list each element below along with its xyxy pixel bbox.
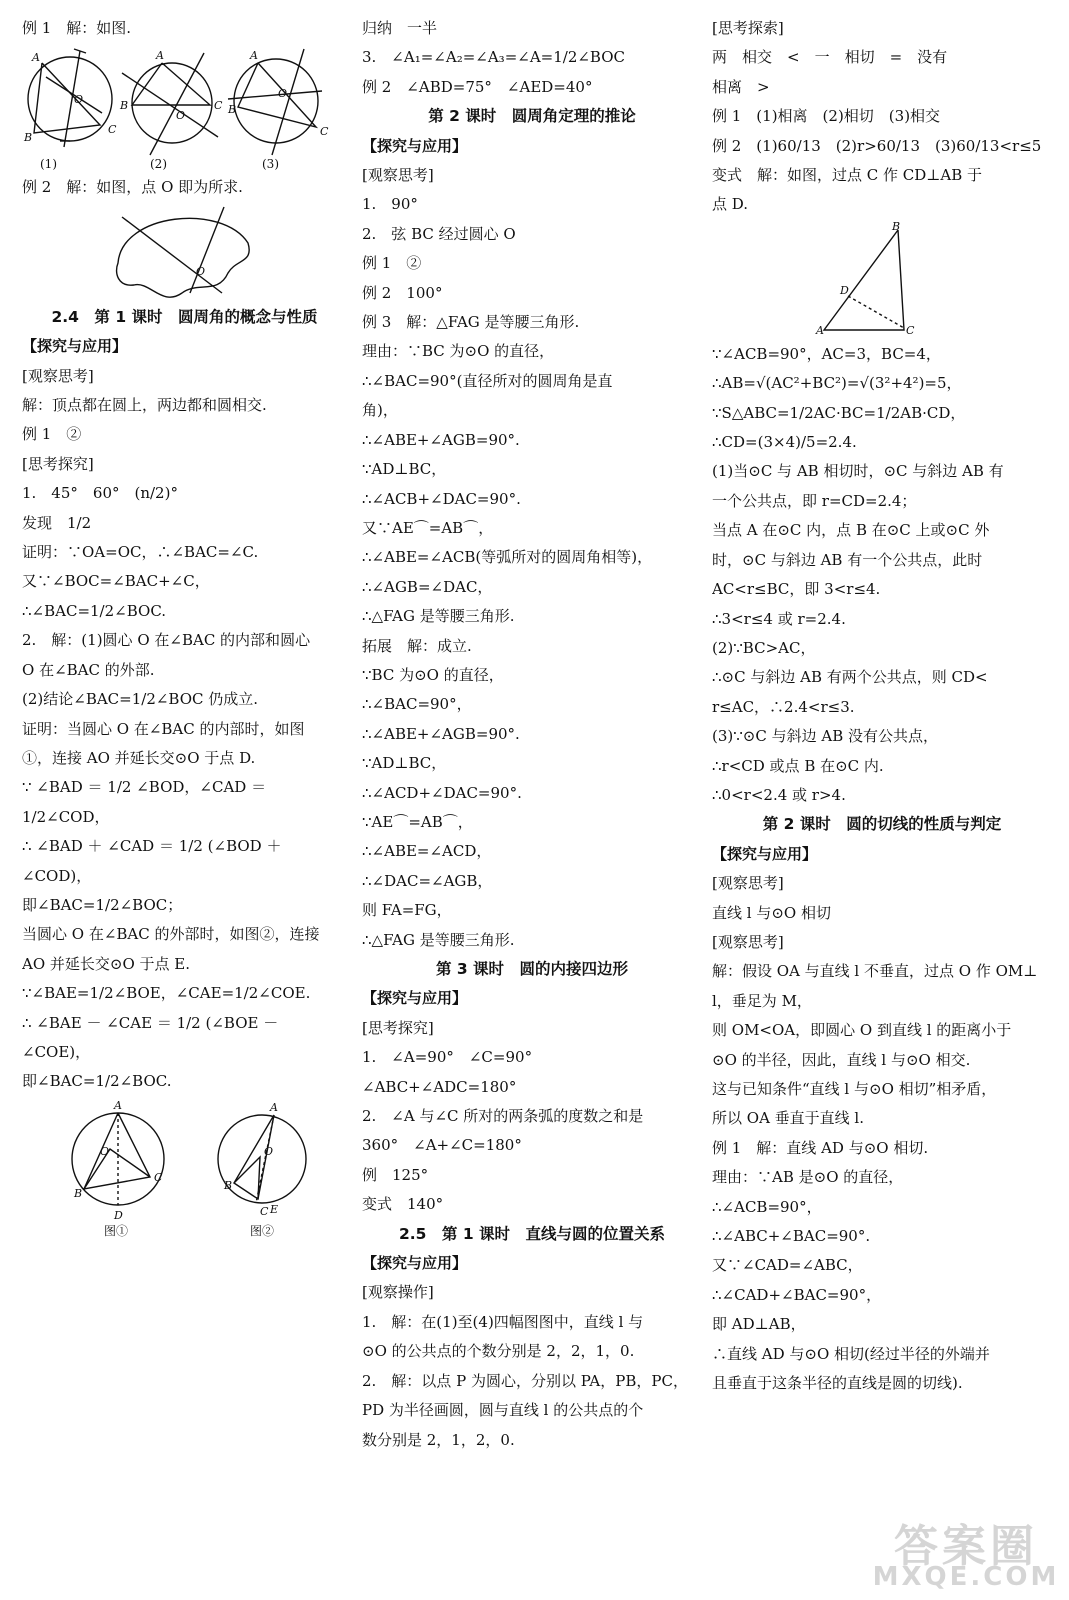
text-line: ∴∠ABE+∠AGB=90°. bbox=[362, 724, 520, 743]
text-line: ∴△FAG 是等腰三角形. bbox=[362, 607, 515, 626]
figure-two-circles bbox=[22, 1097, 342, 1237]
text-line: 解：顶点都在圆上，两边都和圆相交. bbox=[22, 396, 267, 415]
text-line: ∴r<CD 或点 B 在⊙C 内. bbox=[712, 756, 884, 775]
text-line: 例 2 (1)60/13 (2)r>60/13 (3)60/13<r≤5 bbox=[712, 136, 1042, 155]
text-line: 则 FA=FG， bbox=[362, 901, 452, 920]
caption-3: (3) bbox=[262, 157, 279, 172]
label-D: D bbox=[114, 1208, 123, 1222]
col3-top bbox=[712, 14, 1052, 220]
section-header: 【探究与应用】 bbox=[22, 337, 128, 356]
text-line: ∴3<r≤4 或 r=2.4. bbox=[712, 609, 846, 628]
text-line: ∵AD⊥BC， bbox=[362, 460, 447, 479]
text-line: (3)∵⊙C 与斜边 AB 没有公共点， bbox=[712, 727, 938, 746]
text-line: 例 3 解：△FAG 是等腰三角形. bbox=[362, 313, 580, 332]
section-header: 【探究与应用】 bbox=[362, 989, 468, 1008]
label-A: A bbox=[250, 49, 258, 63]
lesson-title: 2.4 第 1 课时 圆周角的概念与性质 bbox=[51, 307, 318, 326]
text-line: 两 相交 < 一 相切 = 没有 bbox=[712, 48, 948, 67]
text-line: 例 1 ② bbox=[362, 254, 422, 273]
figure-right-triangle bbox=[712, 220, 1032, 340]
text-line: ∴∠BAC=90°(直径所对的圆周角是直 bbox=[362, 371, 613, 390]
text-line: ∴⊙C 与斜边 AB 有两个公共点，则 CD< bbox=[712, 668, 988, 687]
text-line: 又∵∠BOC=∠BAC+∠C， bbox=[22, 572, 210, 591]
label-E: E bbox=[270, 1202, 279, 1216]
figure-circle-3 bbox=[228, 49, 322, 155]
text-line: ∵BC 为⊙O 的直径， bbox=[362, 665, 504, 684]
text-line: ∵S△ABC=1/2AC·BC=1/2AB·CD， bbox=[712, 403, 966, 422]
section-header: 【探究与应用】 bbox=[712, 844, 818, 863]
text-line: 归纳 一半 bbox=[362, 19, 438, 37]
text-line: ∴∠ABE+∠AGB=90°. bbox=[362, 430, 520, 449]
text-line: 例 1 ② bbox=[22, 425, 82, 444]
text-line: 360° ∠A+∠C=180° bbox=[362, 1136, 522, 1155]
text-line: 数分别是 2，1，2，0. bbox=[362, 1430, 515, 1449]
text-line: 当圆心 O 在∠BAC 的外部时，如图②，连接 bbox=[22, 925, 320, 944]
text-line: ∴∠AGB=∠DAC， bbox=[362, 577, 493, 596]
text-line: 1. 解：在(1)至(4)四幅图图中，直线 l 与 bbox=[362, 1312, 644, 1331]
col1-top bbox=[22, 14, 347, 43]
label-A: A bbox=[156, 49, 164, 63]
text-line: ∴△FAG 是等腰三角形. bbox=[362, 930, 515, 949]
label-A: A bbox=[32, 51, 40, 65]
text-line: 1/2∠COD， bbox=[22, 807, 110, 826]
text-line: ∵∠ACB=90°，AC=3，BC=4， bbox=[712, 344, 941, 363]
text-line: 相离 > bbox=[712, 77, 770, 96]
text-line: ∴∠DAC=∠AGB， bbox=[362, 871, 493, 890]
text-line: AO 并延长交⊙O 于点 E. bbox=[22, 954, 191, 973]
label-A: A bbox=[114, 1098, 122, 1112]
column-middle bbox=[362, 14, 702, 1455]
label-B: B bbox=[224, 1178, 233, 1192]
text-line: 发现 1/2 bbox=[22, 513, 92, 532]
text-line: ∵∠BAE=1/2∠BOE，∠CAE=1/2∠COE. bbox=[22, 984, 311, 1003]
watermark-url: MXQE.COM bbox=[872, 1562, 1060, 1592]
figure-circle-2 bbox=[122, 53, 218, 155]
text-line: 理由：∵BC 为⊙O 的直径， bbox=[362, 342, 555, 361]
lesson-title: 第 2 课时 圆的切线的性质与判定 bbox=[762, 815, 1002, 834]
figure-irregular-arc bbox=[22, 203, 342, 303]
text-line: ∴ ∠BAD ＋ ∠CAD ＝ 1/2 (∠BOD ＋ bbox=[22, 837, 282, 856]
lesson-title: 第 2 课时 圆周角定理的推论 bbox=[428, 107, 636, 126]
figure-circle-1 bbox=[28, 49, 112, 147]
text-line: [思考探究] bbox=[362, 1018, 434, 1037]
text-line: 变式 140° bbox=[362, 1195, 444, 1214]
watermark-logo bbox=[871, 1510, 1061, 1596]
caption-fig2: 图② bbox=[250, 1223, 275, 1237]
label-C: C bbox=[214, 99, 223, 113]
text-line: 证明：当圆心 O 在∠BAC 的内部时，如图 bbox=[22, 719, 305, 738]
label-C: C bbox=[154, 1170, 163, 1184]
text-line: ∴∠BAC=1/2∠BOC. bbox=[22, 601, 167, 620]
text-line: 2. ∠A 与∠C 所对的两条弧的度数之和是 bbox=[362, 1107, 644, 1126]
text-line: 理由：∵AB 是⊙O 的直径， bbox=[712, 1168, 904, 1187]
caption-1: (1) bbox=[40, 157, 57, 172]
col3-main bbox=[712, 340, 1052, 1399]
text-line: 例 1 解：直线 AD 与⊙O 相切. bbox=[712, 1138, 929, 1157]
text-line: 1. 90° bbox=[362, 195, 418, 214]
column-left bbox=[22, 14, 347, 1237]
text-line: l，垂足为 M， bbox=[712, 991, 812, 1010]
text-line: ⊙O 的半径，因此，直线 l 与⊙O 相交. bbox=[712, 1050, 971, 1069]
text-line: 角)， bbox=[362, 401, 398, 420]
text-line: 例 125° bbox=[362, 1165, 429, 1184]
text-line: O 在∠BAC 的外部. bbox=[22, 660, 155, 679]
text-line: 又∵AE⌒=AB⌒， bbox=[362, 518, 494, 537]
text-line: ∴0<r<2.4 或 r>4. bbox=[712, 785, 846, 804]
text-line: 点 D. bbox=[712, 195, 749, 214]
text-line: ∠COE)， bbox=[22, 1042, 91, 1061]
text-line: r≤AC，∴2.4<r≤3. bbox=[712, 697, 855, 716]
label-A: A bbox=[270, 1100, 278, 1114]
text-line: 所以 OA 垂直于直线 l. bbox=[712, 1109, 865, 1128]
text-line: (2)∵BC>AC， bbox=[712, 638, 816, 657]
text-line: 解：假设 OA 与直线 l 不垂直，过点 O 作 OM⊥ bbox=[712, 962, 1038, 981]
text-line: 3. ∠A₁=∠A₂=∠A₃=∠A=1/2∠BOC bbox=[362, 48, 626, 67]
text-line: 这与已知条件“直线 l 与⊙O 相切”相矛盾， bbox=[712, 1080, 997, 1098]
text-line: ∴∠ACD+∠DAC=90°. bbox=[362, 783, 522, 802]
text-line: 又∵∠CAD=∠ABC， bbox=[712, 1256, 863, 1275]
text-line: ∴直线 AD 与⊙O 相切(经过半径的外端并 bbox=[712, 1344, 990, 1363]
label-O: O bbox=[196, 264, 206, 278]
text-line: 时，⊙C 与斜边 AB 有一个公共点，此时 bbox=[712, 550, 983, 569]
text-line: 2. 弦 BC 经过圆心 O bbox=[362, 224, 516, 243]
lesson-title: 第 3 课时 圆的内接四边形 bbox=[435, 960, 629, 978]
text-line: 且垂直于这条半径的直线是圆的切线). bbox=[712, 1374, 963, 1393]
label-O: O bbox=[74, 93, 84, 107]
text-line: ∴CD=(3×4)/5=2.4. bbox=[712, 433, 857, 452]
text-line: ∵ ∠BAD ＝ 1/2 ∠BOD，∠CAD ＝ bbox=[22, 778, 267, 797]
text-line: ∠COD)， bbox=[22, 866, 92, 885]
text-line: [观察思考] bbox=[22, 366, 94, 385]
text-line: ∴∠ACB+∠DAC=90°. bbox=[362, 489, 521, 508]
label-B: B bbox=[228, 103, 237, 117]
label-B: B bbox=[120, 99, 129, 113]
text-line: ∴∠ABC+∠BAC=90°. bbox=[712, 1227, 871, 1246]
text-line: [思考探索] bbox=[712, 19, 784, 37]
text-line: [观察操作] bbox=[362, 1283, 434, 1302]
text-line: ①，连接 AO 并延长交⊙O 于点 D. bbox=[22, 748, 256, 767]
text-line: ⊙O 的公共点的个数分别是 2，2，1，0. bbox=[362, 1342, 635, 1361]
label-C: C bbox=[906, 323, 915, 337]
text-line: 变式 解：如图，过点 C 作 CD⊥AB 于 bbox=[712, 166, 983, 185]
text-line: ∴∠BAC=90°， bbox=[362, 695, 472, 714]
label-C: C bbox=[320, 125, 329, 139]
label-O: O bbox=[176, 109, 186, 123]
text-line: 直线 l 与⊙O 相切 bbox=[712, 903, 831, 922]
text-line: 例 2 ∠ABD=75° ∠AED=40° bbox=[362, 77, 593, 96]
text-line: 即∠BAC=1/2∠BOC. bbox=[22, 1072, 172, 1091]
text-line: ∠ABC+∠ADC=180° bbox=[362, 1077, 517, 1096]
label-D: D bbox=[840, 283, 849, 297]
text-line: 例 2 解：如图，点 O 即为所求. bbox=[22, 178, 243, 197]
col1-main bbox=[22, 303, 347, 1097]
text-line: 当点 A 在⊙C 内，点 B 在⊙C 上或⊙C 外 bbox=[712, 521, 990, 540]
col1-ex2 bbox=[22, 173, 347, 202]
label-C: C bbox=[260, 1204, 269, 1218]
text-line: 1. 45° 60° (n/2)° bbox=[22, 484, 178, 503]
text-line: (2)结论∠BAC=1/2∠BOC 仍成立. bbox=[22, 690, 259, 709]
text-line: 2. 解：以点 P 为圆心，分别以 PA，PB，PC， bbox=[362, 1371, 688, 1390]
text-line: 即∠BAC=1/2∠BOC； bbox=[22, 895, 183, 914]
label-C: C bbox=[108, 123, 117, 137]
text-line: 2. 解：(1)圆心 O 在∠BAC 的内部和圆心 bbox=[22, 631, 311, 650]
watermark-title: 答案圈 bbox=[894, 1521, 1038, 1572]
lesson-title: 2.5 第 1 课时 直线与圆的位置关系 bbox=[398, 1224, 666, 1243]
figure-construction-three-circles bbox=[22, 43, 342, 173]
text-line: 例 1 (1)相离 (2)相切 (3)相交 bbox=[712, 107, 941, 126]
label-O: O bbox=[100, 1144, 110, 1158]
text-line: ∴ ∠BAE － ∠CAE ＝ 1/2 (∠BOE － bbox=[22, 1013, 279, 1032]
text-line: [观察思考] bbox=[362, 166, 434, 185]
text-line: ∴∠CAD+∠BAC=90°， bbox=[712, 1285, 882, 1304]
text-line: ∴AB=√(AC²+BC²)=√(3²+4²)=5， bbox=[712, 374, 962, 393]
text-line: (1)当⊙C 与 AB 相切时，⊙C 与斜边 AB 有 bbox=[712, 462, 1004, 481]
section-header: 【探究与应用】 bbox=[362, 1254, 468, 1273]
text-line: ∴∠ABE=∠ACB(等弧所对的圆周角相等)， bbox=[362, 548, 653, 567]
text-line: 则 OM<OA，即圆心 O 到直线 l 的距离小于 bbox=[712, 1021, 1012, 1040]
label-O: O bbox=[278, 87, 288, 101]
label-A: A bbox=[816, 323, 824, 337]
text-line: 例 2 100° bbox=[362, 283, 443, 302]
text-line: [观察思考] bbox=[712, 932, 784, 951]
text-line: 例 1 解：如图. bbox=[22, 19, 132, 37]
caption-2: (2) bbox=[150, 157, 167, 172]
section-header: 【探究与应用】 bbox=[362, 136, 468, 155]
text-line: [思考探究] bbox=[22, 454, 94, 473]
column-right bbox=[712, 14, 1052, 1398]
label-B: B bbox=[892, 219, 901, 233]
text-line: ∴∠ABE=∠ACD， bbox=[362, 842, 492, 861]
text-line: 证明：∵OA=OC，∴∠BAC=∠C. bbox=[22, 543, 259, 562]
text-line: 一个公共点，即 r=CD=2.4； bbox=[712, 491, 917, 510]
text-line: ∵AE⌒=AB⌒， bbox=[362, 812, 473, 831]
text-line: ∴∠ACB=90°， bbox=[712, 1197, 822, 1216]
text-line: PD 为半径画圆，圆与直线 l 的公共点的个 bbox=[362, 1401, 644, 1420]
label-B: B bbox=[74, 1186, 83, 1200]
label-O: O bbox=[264, 1144, 274, 1158]
text-line: 即 AD⊥AB， bbox=[712, 1315, 806, 1334]
text-line: 拓展 解：成立. bbox=[362, 636, 472, 655]
label-B: B bbox=[24, 131, 33, 145]
text-line: ∵AD⊥BC， bbox=[362, 754, 447, 773]
text-line: AC<r≤BC，即 3<r≤4. bbox=[712, 580, 881, 599]
caption-fig1: 图① bbox=[104, 1223, 129, 1237]
text-line: 1. ∠A=90° ∠C=90° bbox=[362, 1048, 533, 1067]
text-line: [观察思考] bbox=[712, 874, 784, 893]
